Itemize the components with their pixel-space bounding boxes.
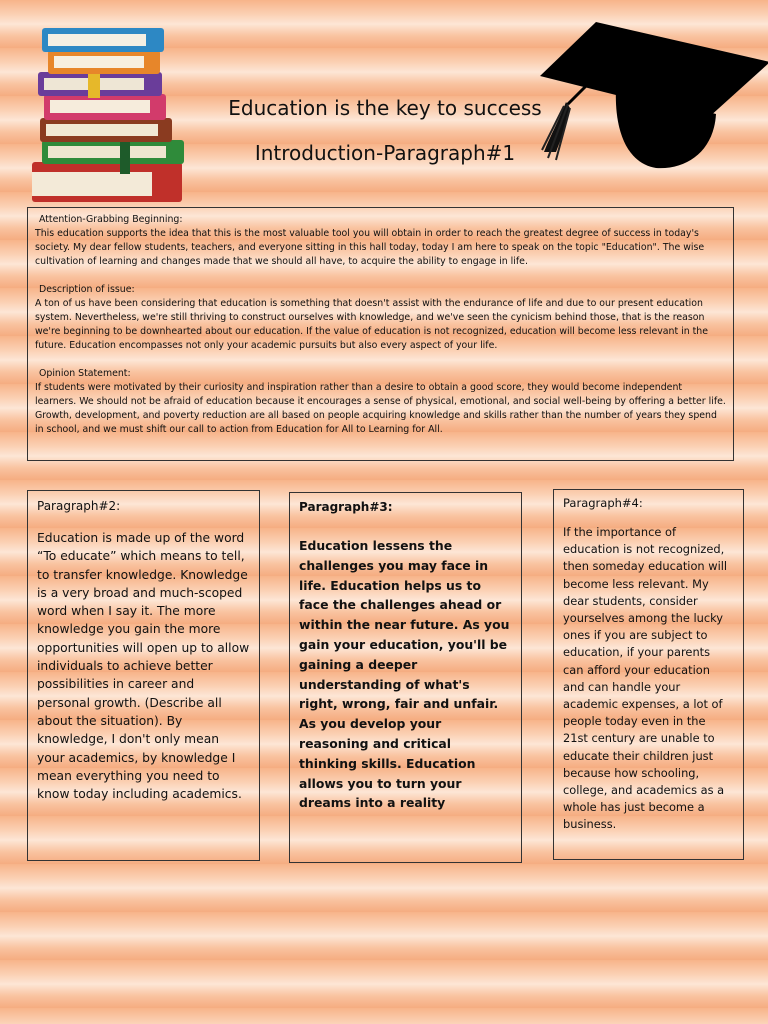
section-text: This education supports the idea that this is the most valuable tool you will obtain in order to reach the greatest degree of success in today's society. My dear fellow students, teachers, and everyone sitting in this hall today, today I am here to speak on the topic "Education". The wise cultivation of learning and changes made that we should all have, to acquire the ability to engage in life. (35, 228, 705, 267)
introduction-box (27, 207, 734, 461)
paragraph-text: Education lessens the challenges you may face in life. Education helps us to face the challenges ahead or within the near future. As you gain your education, you'll be gaining a deeper understanding of what's right, wrong, fair and unfair. As you develop your reasoning and critical thinking skills. Education allows you to turn your dreams into a reality (299, 538, 510, 811)
section-text: A ton of us have been considering that education is something that doesn't assist with the endurance of life and due to our present education system. Nevertheless, we're still thriving to construct ourselves with knowledge, and we've seen the cynicism behind those, that is the reason we're beginning to be downhearted about our education. If the value of education is not recognized, education will become less relevant in the future. Education encompasses not only your academic pursuits but also every aspect of your life. (35, 298, 709, 351)
paragraph-heading: Paragraph#2: (37, 499, 121, 513)
paragraph-text: Education is made up of the word “To educate” which means to tell, to transfer knowledge. Knowledge is a very broad and much-scoped word when I say it. The more knowledge you gain the more opportunities will open up to allow individuals to achieve better possibilities in career and personal growth. (Describe all about the situation). By knowledge, I don't only mean your academics, by knowledge I mean everything you need to know today including academics. (37, 531, 250, 802)
opinion-section (35, 367, 726, 437)
page-title: Education is the key to success (228, 96, 542, 120)
attention-section (35, 213, 726, 269)
paragraph-heading: Paragraph#3: (299, 500, 393, 514)
page-subtitle: Introduction-Paragraph#1 (254, 141, 516, 165)
paragraph-text: If the importance of education is not recognized, then someday education will become less relevant. My dear students, consider yourselves among the lucky ones if you are subject to education, if your parents can afford your education and can handle your academic expenses, a lot of people today even in the 21st century are unable to educate their children just because how schooling, college, and academics as a whole has just become a business. (563, 525, 728, 832)
graduation-cap-icon (538, 18, 768, 178)
section-text: If students were motivated by their curiosity and inspiration rather than a desire to obtain a good score, they would become independent learners. We should not be afraid of education because it encourages a sense of physical, emotional, and social well-being by offering a better life. Growth, development, and poverty reduction are all based on people acquiring knowledge and skills rather than the number of years they spend in school, and we must shift our call to action from Education for All to Learning for All. (35, 382, 726, 435)
paragraph-2-box (27, 490, 260, 861)
section-heading: Attention-Grabbing Beginning: (39, 214, 183, 225)
description-section (35, 283, 726, 353)
section-heading: Description of issue: (39, 284, 135, 295)
section-heading: Opinion Statement: (39, 368, 131, 379)
paragraph-3-box (289, 492, 522, 863)
paragraph-heading: Paragraph#4: (563, 496, 643, 510)
paragraph-4-box (553, 489, 744, 860)
stack-of-books-icon (28, 22, 190, 207)
